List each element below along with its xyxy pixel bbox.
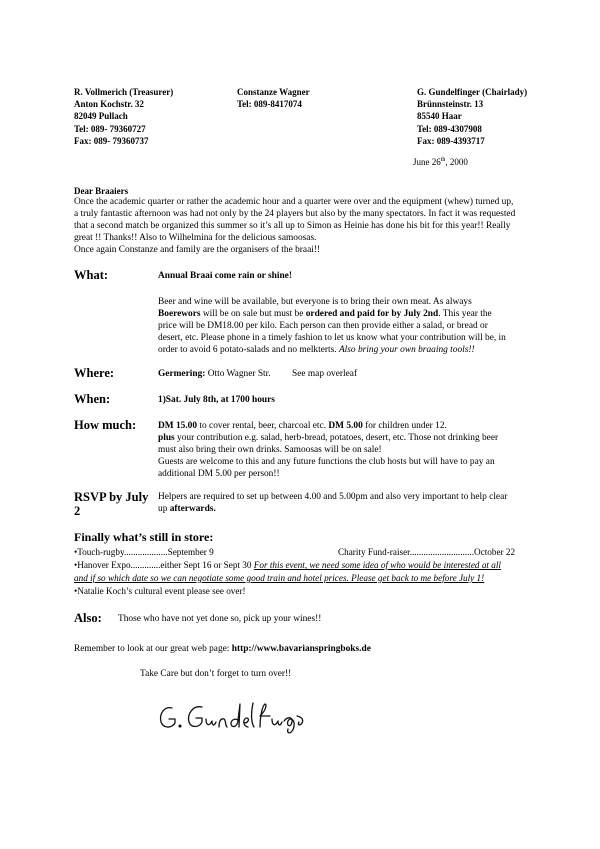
treasurer-address-block (74, 86, 173, 147)
what-text: order to avoid 6 potato-salads and no melkterts. (158, 345, 339, 355)
how-much-text: your contribution e.g. salad, herb-bread, potatoes, desert, etc. Those not drinking beer (174, 433, 499, 443)
where-details (158, 368, 271, 380)
intro-paragraph (74, 196, 544, 256)
plus-emphasis: plus (158, 433, 175, 443)
treasurer-fax: Fax: 089- 79360737 (74, 135, 149, 146)
date-text: June 26 (413, 157, 441, 167)
boerewors-emphasis: Boerewors (158, 309, 201, 319)
braaing-tools-note: Also bring your own braaing tools!! (338, 345, 475, 355)
web-reminder (74, 643, 371, 655)
hanover-expo-note: For this event, we need some idea of who would be interested at all (253, 560, 501, 570)
rsvp-line (158, 503, 532, 515)
what-heading: Annual Braai come rain or shine! (158, 271, 292, 281)
rsvp-text: up (158, 504, 170, 514)
hanover-expo-dates: •Hanover Expo.............either Sept 16 or Sept 30 (74, 560, 254, 570)
hanover-expo-note-continued: and if so which date so we can negotiate some good train and hotel prices. Please get back to me before July 1! (74, 573, 485, 583)
child-price: DM 5.00 (328, 421, 363, 431)
treasurer-phone: Tel: 089- 79360727 (74, 123, 146, 134)
hanover-expo-item (74, 559, 501, 571)
how-much-line (158, 420, 532, 432)
chairlady-city: 85540 Haar (417, 111, 462, 122)
where-place: Germering: (158, 369, 206, 379)
where-street: Otto Wagner Str. (205, 369, 271, 379)
what-line: desert, etc. Please phone in a timely fashion to let us know what your contribution will be, in (158, 333, 506, 343)
date-suffix: th (440, 157, 446, 163)
touch-rugby-item: •Touch-rugby...................September 9 (74, 547, 214, 557)
how-much-label: How much: (74, 418, 137, 432)
when-details: 1)Sat. July 8th, at 1700 hours (158, 395, 275, 405)
chairlady-name: G. Gundelfinger (Chairlady) (417, 87, 528, 97)
salutation: Dear Braaiers (74, 186, 129, 196)
organiser-name: Constanze Wagner (237, 87, 310, 97)
what-text: . This year the (438, 309, 492, 319)
map-reference: See map overleaf (292, 369, 358, 379)
charity-fundraiser-item: Charity Fund-raiser............................October 22 (338, 547, 516, 557)
what-line (158, 344, 532, 356)
intro-line: a truly fantastic afternoon was had not only by the 24 players but also by the many spectators. In fact it was requested (74, 209, 516, 219)
what-line: price will be DM18.00 per kilo. Each person can then provide either a salad, or bread or (158, 321, 488, 331)
how-much-line: additional DM 5.00 per person!! (158, 469, 280, 479)
web-reminder-text: Remember to look at our great web page: (74, 644, 232, 654)
treasurer-name: R. Vollmerich (Treasurer) (74, 87, 174, 97)
closing-line: Take Care but don’t forget to turn over!! (140, 669, 292, 679)
rsvp-label-line: 2 (74, 504, 81, 518)
afterwards-emphasis: afterwards. (169, 504, 216, 514)
how-much-text: for children under 12. (362, 421, 447, 431)
what-label: What: (74, 268, 109, 282)
organiser-contact-block (237, 86, 310, 110)
rsvp-line: Helpers are required to set up between 4.00 and 5.00pm and also very important to help clear (158, 492, 508, 502)
what-line (158, 308, 532, 320)
order-deadline-emphasis: ordered and paid for by July 2nd (305, 309, 439, 319)
adult-price: DM 15.00 (158, 421, 198, 431)
date-year: , 2000 (445, 157, 468, 167)
organiser-phone: Tel: 089-8417074 (237, 99, 302, 110)
also-label: Also: (74, 611, 102, 625)
chairlady-fax: Fax: 089-4393717 (417, 135, 485, 146)
how-much-line: Guests are welcome to this and any future functions the club hosts but will have to pay an (158, 457, 495, 467)
rsvp-details (158, 491, 532, 515)
what-details (158, 296, 532, 356)
treasurer-city: 82049 Pullach (74, 111, 128, 122)
what-line: Beer and wine will be available, but everyone is to bring their own meat. As always (158, 297, 472, 307)
intro-line: Once again Constanze and family are the organisers of the braai!! (74, 245, 321, 255)
chairlady-address-block (417, 86, 527, 147)
intro-line: Once the academic quarter or rather the academic hour and a quarter were over and the equipment (whew) turned up, (74, 197, 514, 207)
where-label: Where: (74, 366, 115, 380)
how-much-details (158, 420, 532, 480)
chairlady-street: Brünnsteinstr. 13 (417, 99, 484, 110)
cultural-event-item: •Natalie Koch’s cultural event please see over! (74, 586, 246, 596)
how-much-line: must also bring their own drinks. Samoosas will be on sale! (158, 445, 382, 455)
letter-date (413, 156, 468, 168)
how-much-text: to cover rental, beer, charcoal etc. (197, 421, 329, 431)
chairlady-phone: Tel: 089-4307908 (417, 123, 482, 134)
club-website-link[interactable]: http://www.bavarianspringboks.de (231, 644, 371, 654)
handwritten-signature (156, 698, 336, 738)
also-text: Those who have not yet done so, pick up your wines!! (118, 614, 322, 624)
intro-line: great !! Thanks!! Also to Wilhelmina for the delicious samoosas. (74, 233, 317, 243)
intro-line: that a second match be organized this summer so it’s all up to Simon as Heinie has done his bit for this year!! Really (74, 221, 511, 231)
store-heading: Finally what’s still in store: (74, 530, 214, 544)
treasurer-street: Anton Kochstr. 32 (74, 99, 144, 110)
when-label: When: (74, 392, 111, 406)
rsvp-label (74, 490, 148, 518)
how-much-line (158, 432, 532, 444)
what-text: will be on sale but must be (200, 309, 306, 319)
rsvp-label-line: RSVP by July (74, 490, 149, 504)
